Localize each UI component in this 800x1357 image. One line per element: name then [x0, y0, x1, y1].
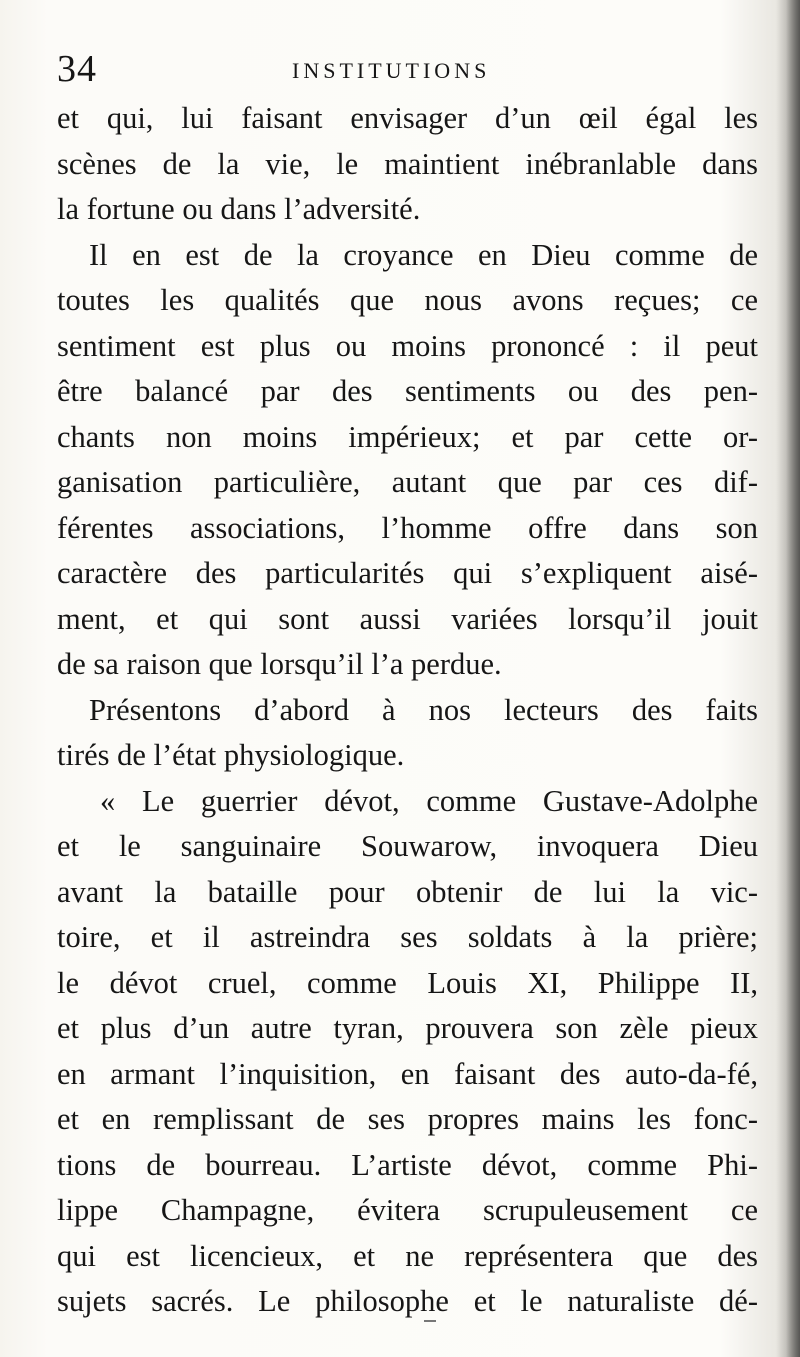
text-line: scènes de la vie, le maintient inébranlable dans — [57, 146, 758, 181]
text-line: et en remplissant de ses propres mains les fonc- — [57, 1102, 758, 1136]
page-header — [57, 44, 757, 94]
text-line: ganisation particulière, autant que par ces dif- — [57, 465, 758, 499]
text-line: Présentons d’abord à nos lecteurs des faits — [89, 692, 758, 727]
page-footer-mark — [424, 1320, 436, 1322]
text-line: le dévot cruel, comme Louis XI, Philippe II, — [57, 965, 758, 1000]
text-line: la fortune ou dans l’adversité. — [57, 192, 421, 226]
text-line: tions de bourreau. L’artiste dévot, comme Phi- — [57, 1147, 758, 1182]
text-line: et qui, lui faisant envisager d’un œil égal les — [57, 101, 758, 135]
text-line: toire, et il astreindra ses soldats à la prière; — [57, 920, 758, 954]
text-line: sujets sacrés. Le philosophe et le naturaliste dé- — [57, 1284, 758, 1318]
text-line: férentes associations, l’homme offre dans son — [57, 510, 758, 545]
page-number: 34 — [57, 48, 97, 90]
text-line: et le sanguinaire Souwarow, invoquera Dieu — [57, 829, 758, 863]
text-line: chants non moins impérieux; et par cette or- — [57, 419, 758, 454]
text-line: et plus d’un autre tyran, prouvera son zèle pieux — [57, 1011, 758, 1045]
text-line: ment, et qui sont aussi variées lorsqu’il jouit — [57, 601, 758, 636]
text-line: sentiment est plus ou moins prononcé : il peut — [57, 328, 758, 363]
text-line: en armant l’inquisition, en faisant des auto-da-fé, — [57, 1056, 758, 1091]
text-line: être balancé par des sentiments ou des pen- — [57, 374, 758, 408]
text-line: avant la bataille pour obtenir de lui la vic- — [57, 874, 758, 909]
text-line: lippe Champagne, évitera scrupuleusement ce — [57, 1193, 758, 1227]
text-line: tirés de l’état physiologique. — [57, 738, 405, 772]
text-line: qui est licencieux, et ne représentera que des — [57, 1238, 758, 1273]
running-head: INSTITUTIONS — [292, 58, 491, 83]
text-line: Il en est de la croyance en Dieu comme de — [89, 237, 758, 272]
page-edge-shadow — [786, 0, 800, 1357]
text-line: de sa raison que lorsqu’il l’a perdue. — [57, 647, 502, 681]
text-line: « Le guerrier dévot, comme Gustave-Adolphe — [100, 783, 758, 818]
body-text — [57, 96, 758, 1325]
text-line: caractère des particularités qui s’expliquent aisé- — [57, 556, 758, 590]
text-line: toutes les qualités que nous avons reçues; ce — [57, 283, 758, 317]
